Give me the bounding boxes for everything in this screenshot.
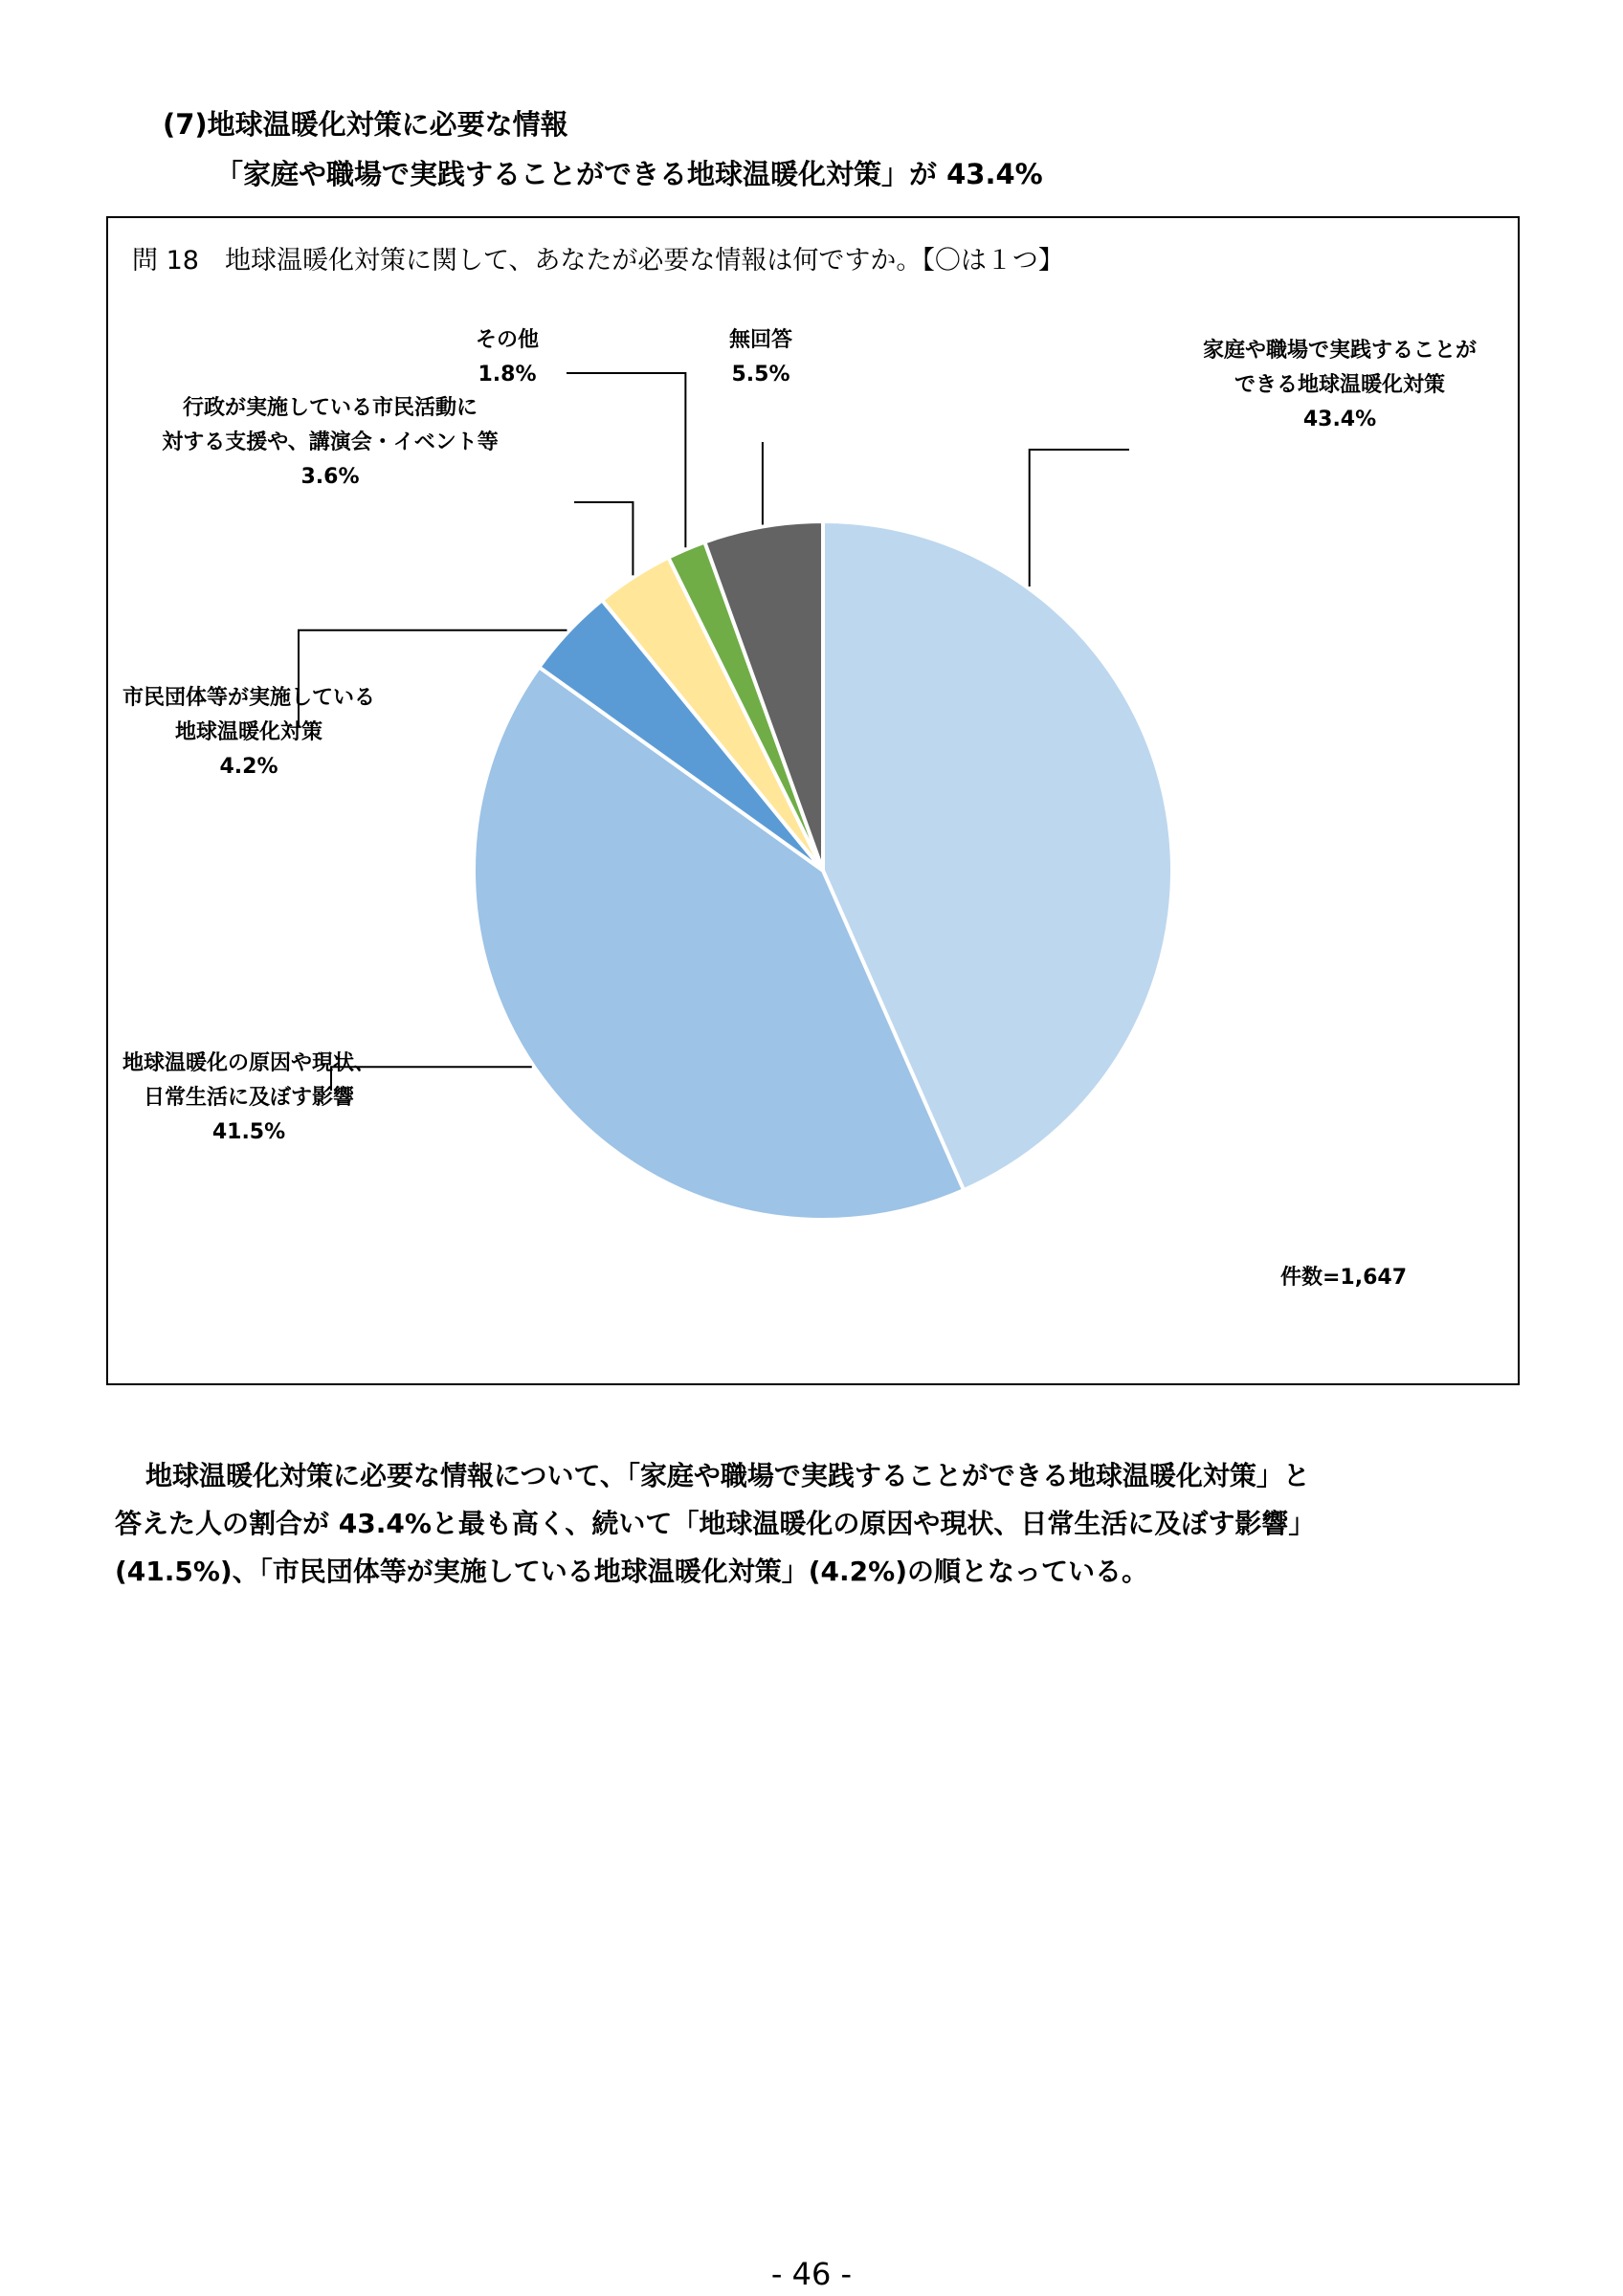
section-subheading: 「家庭や職場で実践することができる地球温暖化対策」が 43.4%: [215, 158, 1043, 190]
label-citizen-groups-value: 4.2%: [219, 755, 278, 779]
label-government-support-value: 3.6%: [300, 465, 360, 489]
label-household-workplace-text: 家庭や職場で実践することが: [1202, 339, 1478, 363]
label-household-workplace-value: 43.4%: [1302, 408, 1377, 431]
leader-government-support: [574, 502, 633, 575]
section-heading: (7)地球温暖化対策に必要な情報: [163, 108, 568, 141]
label-causes-impacts-value: 41.5%: [211, 1120, 286, 1144]
summary-line-2: 答えた人の割合が 43.4%と最も高く、続いて「地球温暖化の原因や現状、日常生活に及ぼす影響」: [115, 1508, 1316, 1539]
question-text: 問 18 地球温暖化対策に関して、あなたが必要な情報は何ですか。【〇は１つ】: [132, 246, 1064, 276]
page-number: - 46 -: [770, 2256, 853, 2292]
label-no-answer-value: 5.5%: [731, 363, 790, 386]
summary-line-1: 地球温暖化対策に必要な情報について、「家庭や職場で実践することができる地球温暖化対策」と: [145, 1460, 1310, 1491]
label-household-workplace-text: できる地球温暖化対策: [1234, 373, 1446, 397]
summary-paragraph: [115, 1452, 1512, 1596]
label-citizen-groups-text: 市民団体等が実施している: [122, 686, 376, 710]
label-government-support-text: 行政が実施している市民活動に: [182, 396, 478, 420]
leader-other: [567, 373, 685, 547]
label-causes-impacts-text: 地球温暖化の原因や現状、: [122, 1051, 376, 1075]
leader-household-workplace: [1030, 450, 1129, 586]
label-citizen-groups-text: 地球温暖化対策: [174, 720, 323, 744]
summary-line-3: (41.5%)、「市民団体等が実施している地球温暖化対策」(4.2%)の順となっている。: [115, 1556, 1148, 1587]
response-count: 件数=1,647: [1280, 1266, 1408, 1290]
label-other-value: 1.8%: [478, 363, 537, 386]
label-causes-impacts-text: 日常生活に及ぼす影響: [143, 1086, 355, 1110]
label-no-answer-text: 無回答: [728, 328, 793, 352]
label-other-text: その他: [475, 328, 540, 352]
label-government-support-text: 対する支援や、講演会・イベント等: [162, 430, 499, 454]
